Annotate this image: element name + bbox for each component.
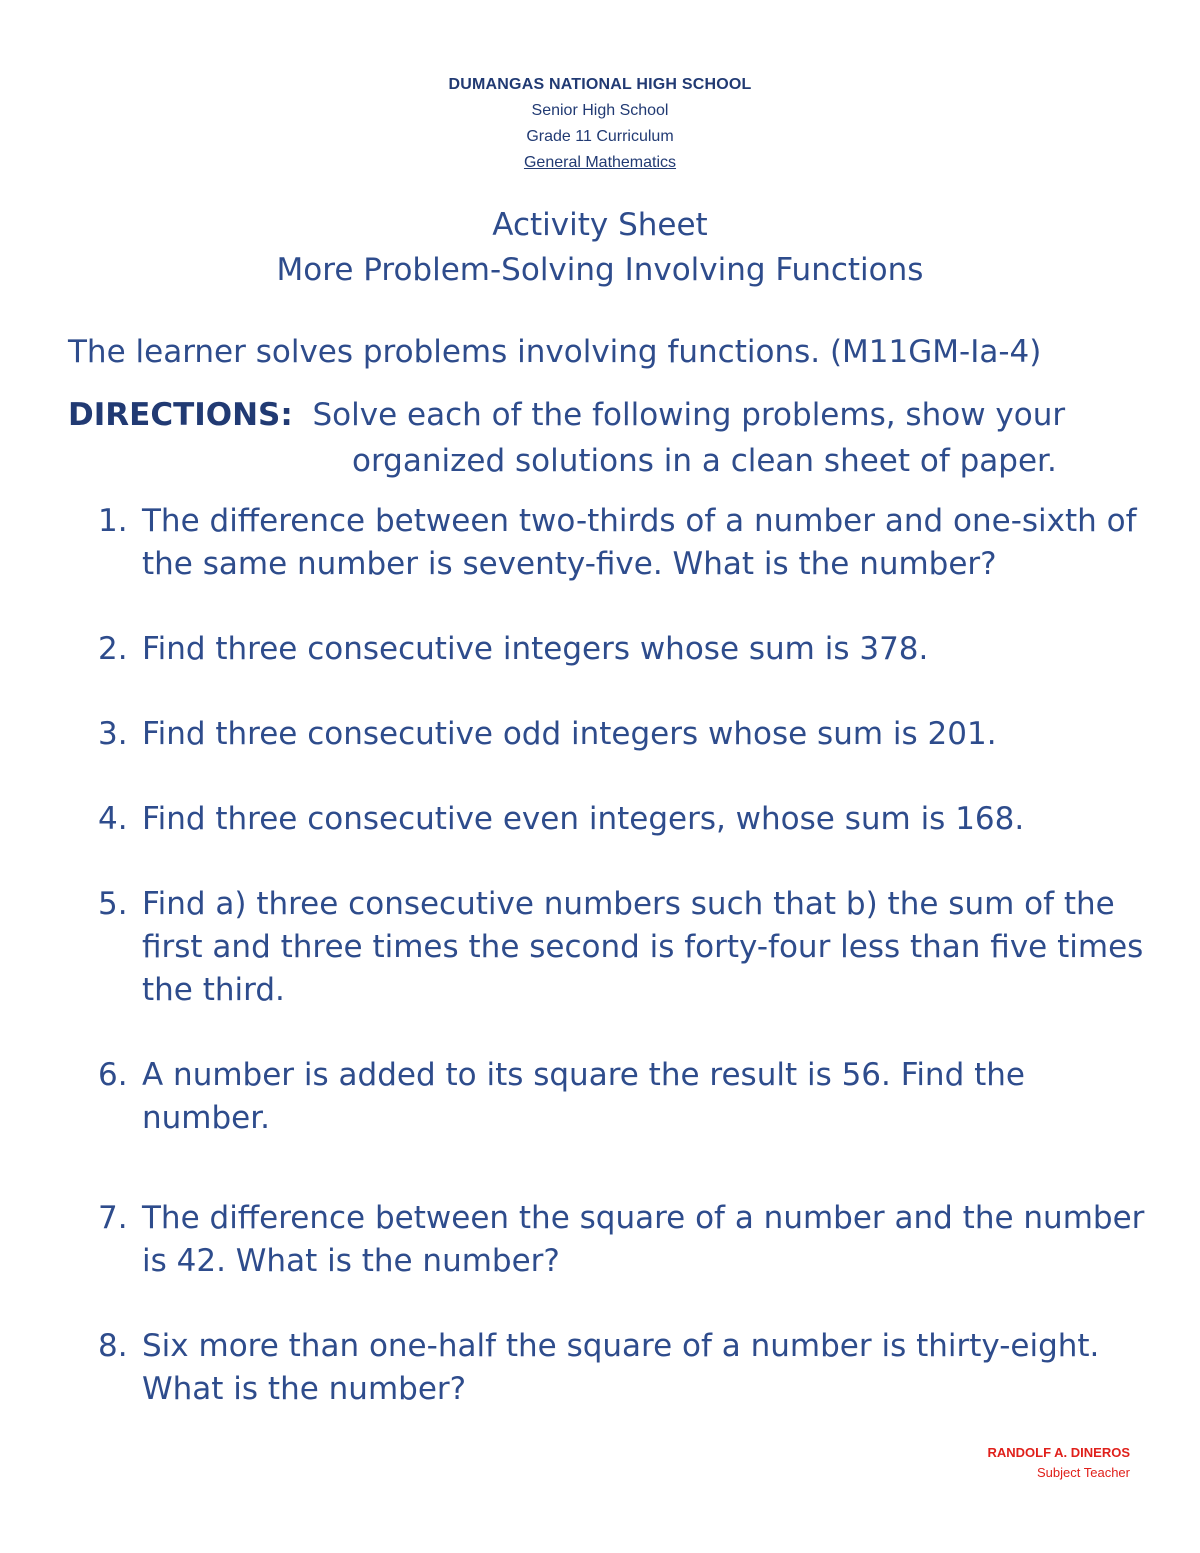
problem-text: Find three consecutive integers whose sum is 378. bbox=[142, 631, 929, 667]
problem-text: The difference between two-thirds of a number and one-sixth of the same number is seventy-five. What is the number? bbox=[142, 503, 1137, 582]
problem-text: The difference between the square of a number and the number is 42. What is the number? bbox=[142, 1200, 1145, 1279]
problem-item bbox=[98, 883, 1158, 1012]
problem-number: 2. bbox=[98, 631, 128, 667]
curriculum-label: Grade 11 Curriculum bbox=[526, 128, 674, 145]
problem-item bbox=[98, 1197, 1158, 1283]
directions-label: DIRECTIONS: bbox=[68, 397, 293, 433]
problem-number: 7. bbox=[98, 1200, 128, 1236]
problem-item bbox=[98, 1325, 1158, 1411]
problem-text: Find three consecutive even integers, whose sum is 168. bbox=[142, 801, 1025, 837]
teacher-role: Subject Teacher bbox=[1037, 1465, 1130, 1480]
school-header bbox=[0, 72, 1200, 176]
problem-number: 5. bbox=[98, 886, 128, 922]
problem-number: 3. bbox=[98, 716, 128, 752]
problem-list bbox=[98, 500, 1158, 1411]
teacher-name: RANDOLF A. DINEROS bbox=[987, 1445, 1130, 1460]
problem-text: Find three consecutive odd integers whose sum is 201. bbox=[142, 716, 997, 752]
problem-item bbox=[98, 500, 1158, 586]
problem-number: 4. bbox=[98, 801, 128, 837]
problem-text: A number is added to its square the result is 56. Find the number. bbox=[142, 1057, 1025, 1136]
directions bbox=[68, 392, 1148, 484]
school-name: DUMANGAS NATIONAL HIGH SCHOOL bbox=[448, 76, 752, 93]
problem-number: 1. bbox=[98, 503, 128, 539]
problem-item bbox=[98, 713, 1158, 756]
teacher-signature-block bbox=[987, 1443, 1130, 1483]
problem-number: 8. bbox=[98, 1328, 128, 1364]
problem-text: Six more than one-half the square of a number is thirty-eight. What is the number? bbox=[142, 1328, 1100, 1407]
school-level: Senior High School bbox=[531, 102, 669, 119]
activity-sheet-title: Activity Sheet bbox=[492, 207, 708, 243]
activity-sheet-subtitle: More Problem-Solving Involving Functions bbox=[276, 252, 924, 288]
subject-label: General Mathematics bbox=[523, 154, 677, 171]
problem-text: Find a) three consecutive numbers such that b) the sum of the first and three times the second is forty-four less than five times the third. bbox=[142, 886, 1144, 1008]
directions-text-line1: Solve each of the following problems, show your bbox=[312, 397, 1066, 433]
problem-item bbox=[98, 1054, 1158, 1140]
directions-text-line2: organized solutions in a clean sheet of paper. bbox=[352, 443, 1057, 479]
problem-item bbox=[98, 798, 1158, 841]
problem-item bbox=[98, 628, 1158, 671]
learning-objective: The learner solves problems involving functions. (M11GM-Ia-4) bbox=[68, 334, 1042, 370]
problem-number: 6. bbox=[98, 1057, 128, 1093]
